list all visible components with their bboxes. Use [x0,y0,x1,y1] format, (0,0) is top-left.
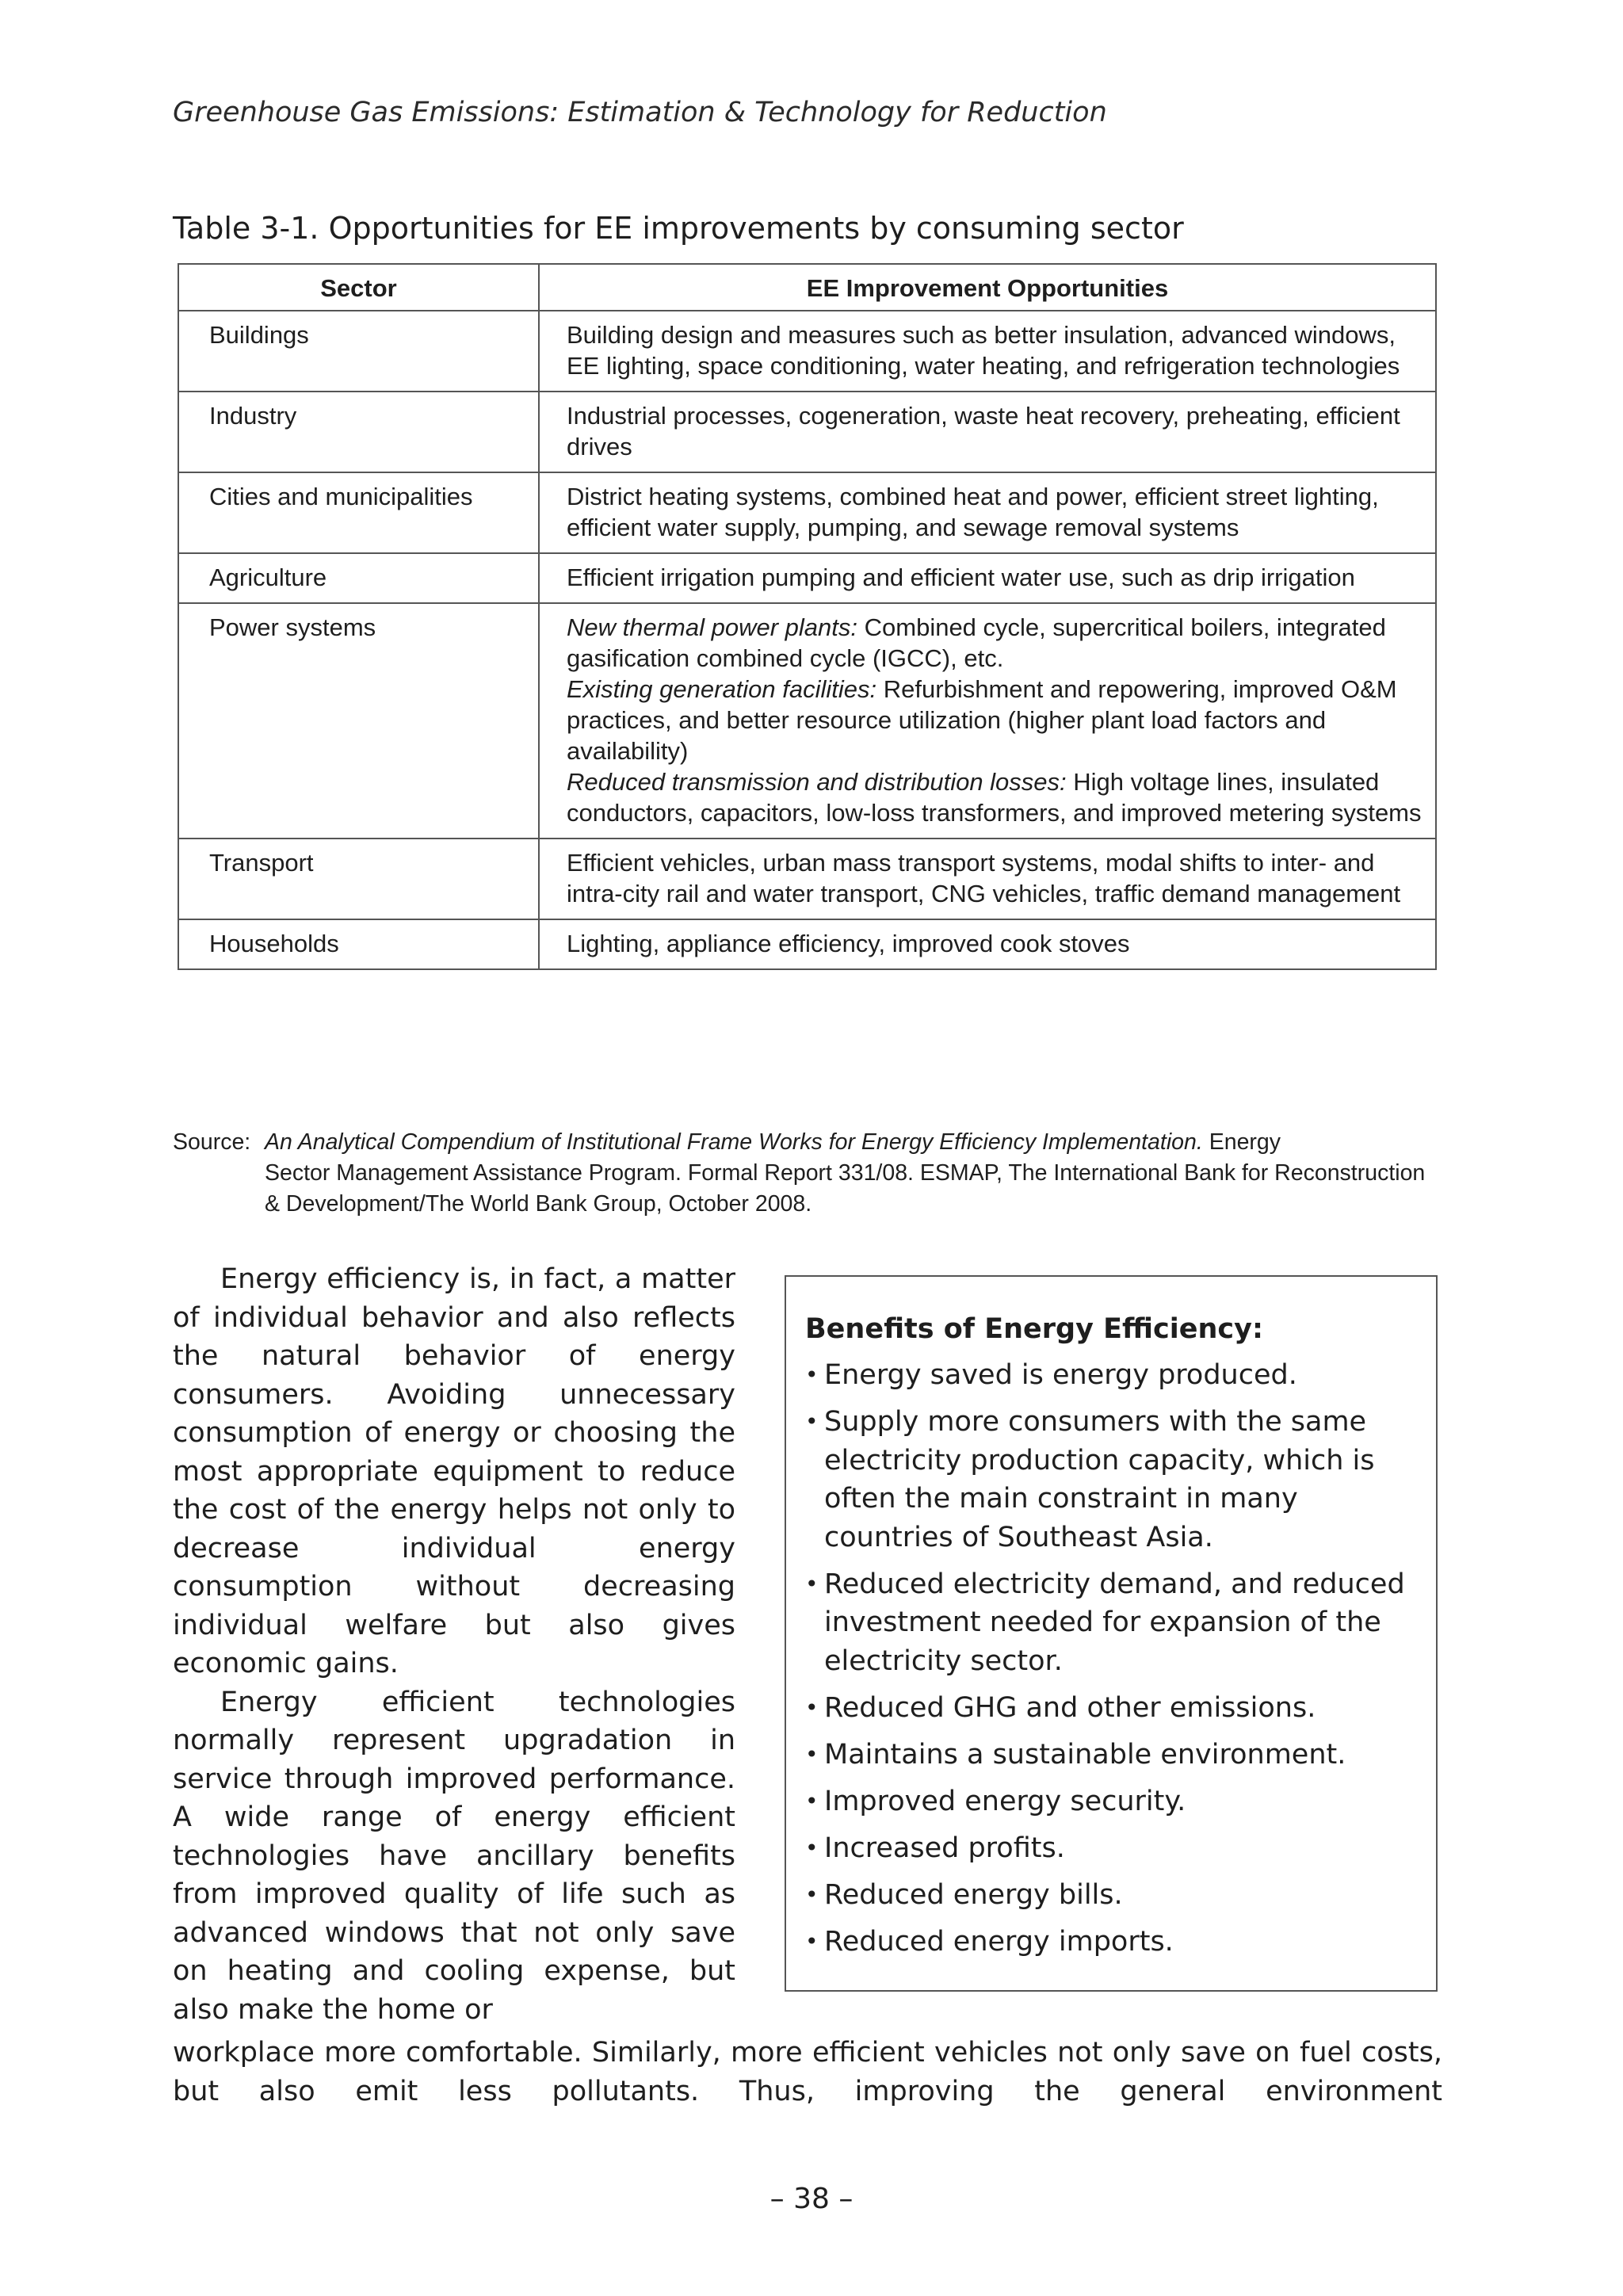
opportunities-cell: Efficient irrigation pumping and efficient water use, such as drip irrigation [539,553,1436,603]
table-row [178,392,1436,472]
list-item [805,1736,1420,1775]
opportunities-cell: Lighting, appliance efficiency, improved cook stoves [539,919,1436,969]
sector-cell: Agriculture [178,553,539,603]
list-item [805,1782,1420,1821]
column-header-opportunities: EE Improvement Opportunities [539,264,1436,311]
bullet-icon: • [805,1927,819,1954]
list-item-text: Increased profits. [824,1832,1065,1864]
opportunities-cell: District heating systems, combined heat and power, efficient street lighting, efficient water supply, pumping, and sewage removal systems [539,472,1436,553]
list-item [805,1829,1420,1868]
bullet-icon: • [805,1408,819,1435]
source-label: Source: [173,1129,251,1155]
source-text: Energy [1209,1129,1281,1155]
bullet-icon: • [805,1834,819,1861]
body-paragraph: Energy efficient technologies normally represent upgradation in service through improved performance. A wide range of energy efficient technologies have ancillary benefits from improved quality of life such as advanced windows that not only save on heating and cooling expense, but also make the home or [173,1686,735,2026]
opportunities-cell: Building design and measures such as better insulation, advanced windows, EE lighting, space conditioning, water heating, and refrigeration technologies [539,311,1436,392]
bullet-icon: • [805,1787,819,1814]
subcategory-text: Refurbishment and repowering, improved O&M practices, and better resource utilization (higher plant load factors and availability) [567,675,1397,765]
sector-cell: Buildings [178,311,539,392]
sector-cell: Households [178,919,539,969]
table-row [178,472,1436,553]
sector-cell: Power systems [178,603,539,839]
list-item-text: Reduced energy bills. [824,1878,1123,1911]
source-title: An Analytical Compendium of Institutional Frame Works for Energy Efficiency Implementation. [265,1129,1203,1155]
list-item [805,1403,1420,1557]
source-continuation: Sector Management Assistance Program. Formal Report 331/08. ESMAP, The International Bank for Reconstruction & Development/The World Bank Group, October 2008. [265,1160,1426,1217]
benefits-sidebar-box [785,1275,1438,1992]
sector-cell: Transport [178,839,539,919]
list-item [805,1923,1420,1962]
opportunities-cell: Efficient vehicles, urban mass transport systems, modal shifts to inter- and intra-city rail and water transport, CNG vehicles, traffic demand management [539,839,1436,919]
body-text-column [173,1260,735,2029]
table-row [178,839,1436,919]
benefits-list [805,1356,1420,1961]
table-header-row [178,264,1436,311]
page-number: – 38 – [769,2183,854,2215]
sector-cell: Industry [178,392,539,472]
subcategory-text: Combined cycle, supercritical boilers, integrated gasification combined cycle (IGCC), etc. [567,613,1386,672]
list-item [805,1565,1420,1681]
subcategory-label: Existing generation facilities: [567,675,877,703]
list-item-text: Energy saved is energy produced. [824,1359,1297,1391]
table-row [178,553,1436,603]
running-header: Greenhouse Gas Emissions: Estimation & Technology for Reduction [173,97,1107,128]
list-item [805,1356,1420,1395]
bullet-icon: • [805,1362,819,1388]
list-item-text: Reduced energy imports. [824,1925,1174,1958]
table-caption: Table 3-1. Opportunities for EE improvements by consuming sector [173,211,1184,246]
bullet-icon: • [805,1881,819,1908]
opportunities-cell [539,603,1436,839]
list-item-text: Reduced GHG and other emissions. [824,1691,1316,1724]
opportunities-cell: Industrial processes, cogeneration, waste heat recovery, preheating, efficient drives [539,392,1436,472]
table-row [178,919,1436,969]
table-row [178,603,1436,839]
table-row [178,311,1436,392]
benefits-title: Benefits of Energy Efficiency: [805,1313,1263,1345]
ee-opportunities-table [178,263,1437,970]
body-text-continuation: workplace more comfortable. Similarly, more efficient vehicles not only save on fuel costs, but also emit less pollutants. Thus, improving the general environment [173,2037,1442,2107]
list-item-text: Maintains a sustainable environment. [824,1738,1346,1771]
bullet-icon: • [805,1694,819,1721]
column-header-sector: Sector [178,264,539,311]
body-paragraph: Energy efficiency is, in fact, a matter of individual behavior and also reflects the natural behavior of energy consumers. Avoiding unnecessary consumption of energy or choosing the most appropriate equipment to reduce the cost of the energy helps not only to decrease individual energy consumption without decreasing individual welfare but also gives economic gains. [173,1263,735,1679]
list-item [805,1876,1420,1915]
subcategory-text: High voltage lines, insulated conductors, capacitors, low-loss transformers, and improved metering systems [567,768,1422,827]
sector-cell: Cities and municipalities [178,472,539,553]
bullet-icon: • [805,1570,819,1597]
list-item-text: Improved energy security. [824,1785,1186,1817]
subcategory-label: New thermal power plants: [567,613,857,641]
list-item-text: Reduced electricity demand, and reduced investment needed for expansion of the electricity sector. [824,1568,1405,1677]
bullet-icon: • [805,1740,819,1767]
list-item-text: Supply more consumers with the same electricity production capacity, which is often the main constraint in many countries of Southeast Asia. [824,1406,1375,1553]
subcategory-label: Reduced transmission and distribution losses: [567,768,1067,796]
list-item [805,1689,1420,1728]
table-source-note [173,1127,1441,1220]
